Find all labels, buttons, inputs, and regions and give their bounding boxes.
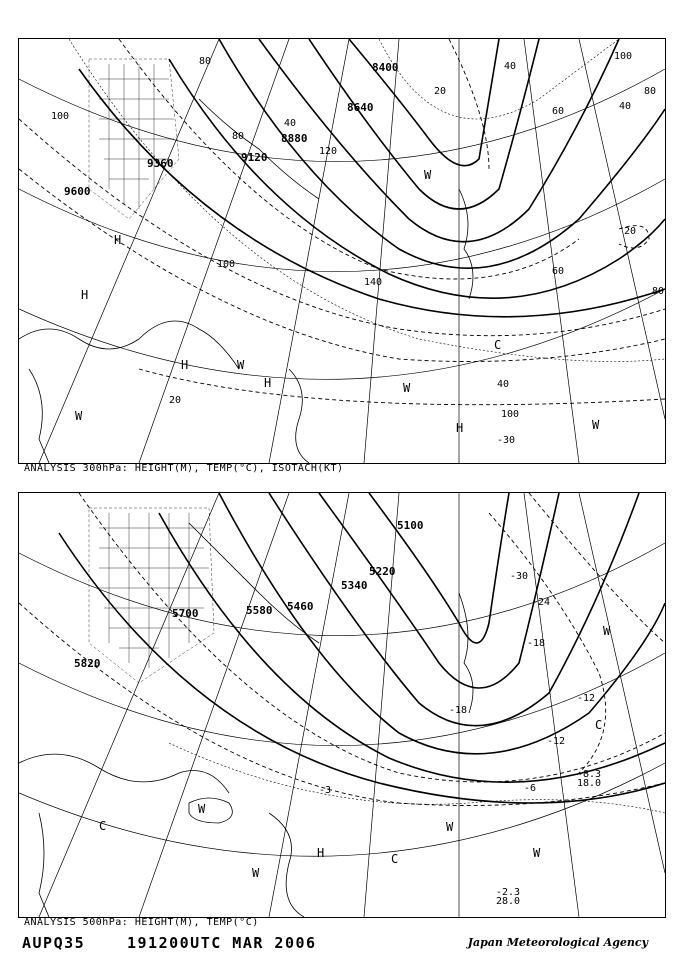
coastline [19, 523, 473, 917]
station-value: 18.0 [577, 778, 602, 789]
station-value: 28.0 [496, 896, 521, 907]
warm-marker: W [446, 820, 454, 834]
temperature-label: -24 [532, 597, 551, 608]
height-label: 9600 [64, 185, 91, 198]
height-contours [79, 39, 665, 317]
temperature-label: -6 [524, 783, 537, 794]
temperature-label: -18 [449, 705, 468, 716]
isotach-label: 60 [552, 266, 565, 277]
temp-lines [69, 39, 665, 362]
isotach-label: 80 [232, 131, 245, 142]
chart-footer [22, 934, 658, 954]
warm-marker: W [603, 624, 611, 638]
high-pressure-center: H [181, 358, 189, 372]
height-label: 5340 [341, 579, 368, 592]
isotach-label: 40 [284, 118, 297, 129]
isotach-label: 40 [497, 379, 510, 390]
warm-marker: W [198, 802, 206, 816]
isotach-label: 20 [434, 86, 447, 97]
isotach-label: 140 [364, 277, 383, 288]
temperature-label: -12 [547, 736, 566, 747]
map-panel-500hpa [18, 492, 666, 918]
high-pressure-center: H [317, 846, 325, 860]
isotach-label: 80 [644, 86, 657, 97]
height-contours [59, 493, 665, 803]
chart-500hpa [19, 493, 665, 917]
high-pressure-center: H [264, 376, 272, 390]
graticule [19, 39, 665, 463]
isotachs [19, 39, 665, 405]
warm-marker: W [533, 846, 541, 860]
isotach-label: 60 [552, 106, 565, 117]
height-label: 8400 [372, 61, 399, 74]
high-pressure-center: H [114, 233, 122, 247]
warm-marker: W [403, 381, 411, 395]
isotach-label: 40 [504, 61, 517, 72]
station-value: -2.3 [496, 887, 521, 898]
cold-marker: C [494, 338, 502, 352]
hatched-region [89, 508, 214, 683]
temperature-label: -12 [577, 693, 596, 704]
high-pressure-center: H [81, 288, 89, 302]
warm-marker: W [592, 418, 600, 432]
agency-name: Japan Meteorological Agency [467, 936, 648, 949]
warm-marker: W [75, 409, 83, 423]
hatched-region [89, 59, 179, 219]
temperature-label: -30 [510, 571, 529, 582]
warm-marker: W [237, 358, 245, 372]
cold-marker: C [391, 852, 399, 866]
height-label: 9120 [241, 151, 268, 164]
height-label: 5220 [369, 565, 396, 578]
isotach-label: 100 [501, 409, 520, 420]
isotach-label: 20 [169, 395, 182, 406]
isotach-label: 120 [319, 146, 338, 157]
height-label: 5460 [287, 600, 314, 613]
chart-300hpa [19, 39, 665, 463]
isotach-label: 20 [624, 226, 637, 237]
height-label: 9360 [147, 157, 174, 170]
high-pressure-center: H [456, 421, 464, 435]
cold-marker: C [99, 819, 107, 833]
warm-marker: W [424, 168, 432, 182]
isotach-label: 80 [652, 286, 665, 297]
temperature-label: -18 [527, 638, 546, 649]
station-value: -8.3 [577, 769, 602, 780]
warm-marker: W [252, 866, 260, 880]
isotach-label: 100 [217, 259, 236, 270]
cold-marker: C [595, 718, 603, 732]
height-label: 5700 [172, 607, 199, 620]
isotach-label: 80 [199, 56, 212, 67]
caption-500hpa: ANALYSIS 500hPa: HEIGHT(M), TEMP(°C) [24, 917, 259, 928]
isotach-label: 100 [614, 51, 633, 62]
caption-300hpa: ANALYSIS 300hPa: HEIGHT(M), TEMP(°C), ISOTACH(KT) [24, 463, 344, 474]
map-panel-300hpa [18, 38, 666, 464]
isotach-label: 100 [51, 111, 70, 122]
valid-time: 191200UTC MAR 2006 [127, 934, 317, 952]
height-label: 5580 [246, 604, 273, 617]
height-label: 8640 [347, 101, 374, 114]
height-label: 5100 [397, 519, 424, 532]
misc-label: -30 [497, 435, 516, 446]
height-label: 8880 [281, 132, 308, 145]
graticule [19, 493, 665, 917]
isotach-label: 40 [619, 101, 632, 112]
product-id: AUPQ35 [22, 934, 86, 952]
temperature-label: -3 [319, 785, 332, 796]
height-label: 5820 [74, 657, 101, 670]
